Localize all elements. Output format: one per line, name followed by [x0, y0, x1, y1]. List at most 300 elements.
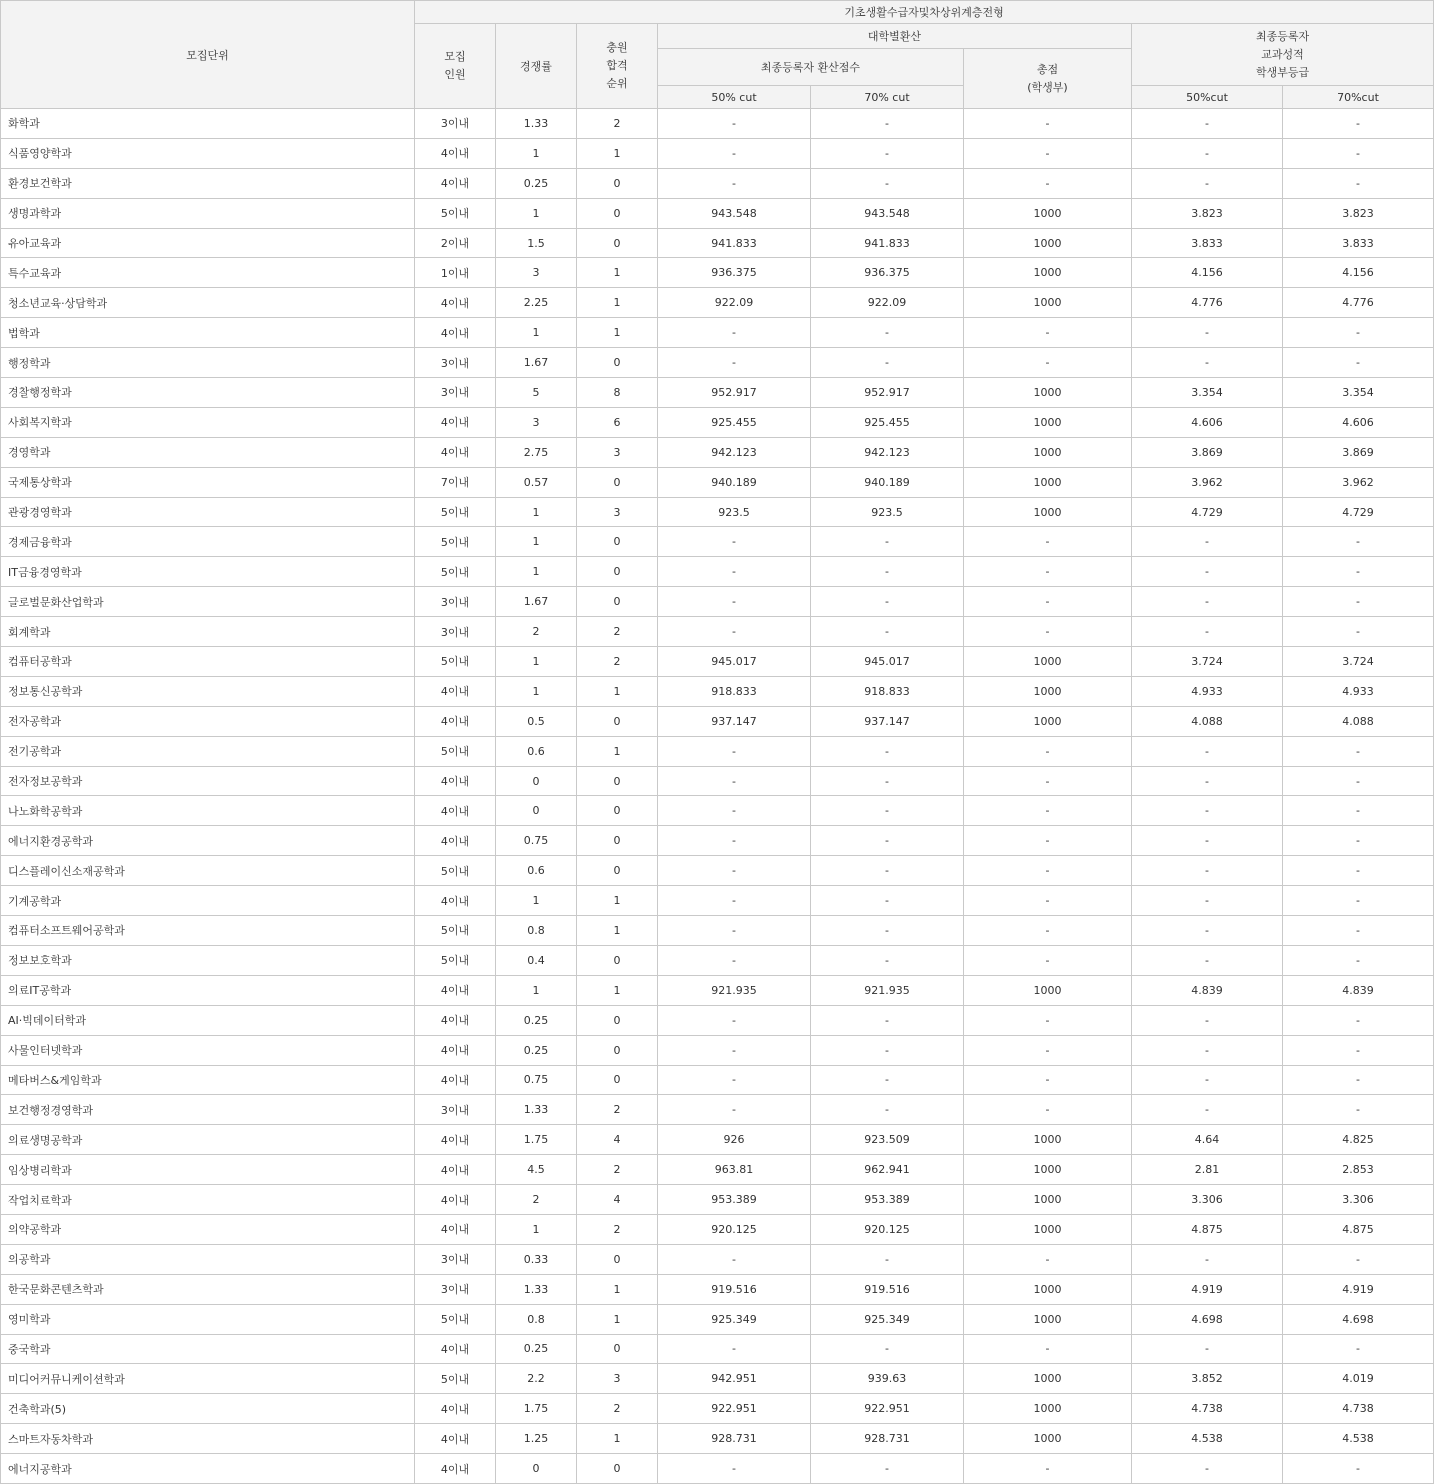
rate-cell: 2.2 — [496, 1364, 577, 1394]
score-70-cell: 919.516 — [811, 1274, 964, 1304]
total-cell: - — [964, 1244, 1132, 1274]
score-70-cell: - — [811, 557, 964, 587]
rate-cell: 1.25 — [496, 1424, 577, 1454]
score-50-cell: 925.455 — [658, 407, 811, 437]
grade-70-cell: 4.729 — [1283, 497, 1434, 527]
unit-cell: 글로벌문화산업학과 — [1, 587, 415, 617]
quota-cell: 3이내 — [415, 1095, 496, 1125]
rate-cell: 5 — [496, 378, 577, 408]
rank-cell: 0 — [577, 557, 658, 587]
rate-cell: 1.67 — [496, 348, 577, 378]
rank-cell: 3 — [577, 437, 658, 467]
grade-70-cell: - — [1283, 1095, 1434, 1125]
score-50-cell: 942.123 — [658, 437, 811, 467]
grade-50-cell: 4.875 — [1132, 1214, 1283, 1244]
rate-cell: 1 — [496, 886, 577, 916]
header-final-converted-score: 최종등록자 환산점수 — [658, 49, 964, 86]
grade-50-cell: - — [1132, 557, 1283, 587]
quota-cell: 4이내 — [415, 975, 496, 1005]
grade-70-cell: 3.724 — [1283, 647, 1434, 677]
unit-cell: 컴퓨터소프트웨어공학과 — [1, 916, 415, 946]
grade-50-cell: - — [1132, 617, 1283, 647]
rate-cell: 1.33 — [496, 109, 577, 139]
unit-cell: AI·빅데이터학과 — [1, 1005, 415, 1035]
table-row — [1, 617, 1434, 647]
grade-70-cell: - — [1283, 916, 1434, 946]
total-cell: 1000 — [964, 647, 1132, 677]
table-row — [1, 288, 1434, 318]
rate-cell: 3 — [496, 407, 577, 437]
score-70-cell: 923.5 — [811, 497, 964, 527]
score-50-cell: - — [658, 736, 811, 766]
grade-70-cell: 4.019 — [1283, 1364, 1434, 1394]
header-grade-70-cut: 70%cut — [1283, 86, 1434, 109]
table-row — [1, 676, 1434, 706]
grade-70-cell: 4.875 — [1283, 1214, 1434, 1244]
table-row — [1, 1334, 1434, 1364]
rate-cell: 2.25 — [496, 288, 577, 318]
unit-cell: 경영학과 — [1, 437, 415, 467]
score-70-cell: - — [811, 736, 964, 766]
quota-cell: 3이내 — [415, 1274, 496, 1304]
score-50-cell: 952.917 — [658, 378, 811, 408]
header-final-grade: 최종등록자 교과성적 학생부등급 — [1132, 24, 1434, 86]
unit-cell: 의료IT공학과 — [1, 975, 415, 1005]
rank-cell: 4 — [577, 1125, 658, 1155]
grade-50-cell: - — [1132, 796, 1283, 826]
total-cell: - — [964, 318, 1132, 348]
table-row — [1, 1065, 1434, 1095]
table-row — [1, 886, 1434, 916]
rank-cell: 0 — [577, 945, 658, 975]
rank-cell: 1 — [577, 975, 658, 1005]
grade-70-cell: 3.833 — [1283, 228, 1434, 258]
total-cell: - — [964, 348, 1132, 378]
grade-70-cell: 3.823 — [1283, 198, 1434, 228]
rank-cell: 1 — [577, 138, 658, 168]
grade-70-cell: - — [1283, 1035, 1434, 1065]
score-50-cell: - — [658, 587, 811, 617]
rank-cell: 0 — [577, 1035, 658, 1065]
score-50-cell: - — [658, 109, 811, 139]
rate-cell: 1 — [496, 138, 577, 168]
grade-50-cell: - — [1132, 109, 1283, 139]
header-grade-50-cut: 50%cut — [1132, 86, 1283, 109]
rate-cell: 1.33 — [496, 1095, 577, 1125]
total-cell: 1000 — [964, 407, 1132, 437]
unit-cell: 전자정보공학과 — [1, 766, 415, 796]
rank-cell: 0 — [577, 1005, 658, 1035]
score-50-cell: 943.548 — [658, 198, 811, 228]
score-70-cell: - — [811, 856, 964, 886]
total-cell: - — [964, 109, 1132, 139]
grade-70-cell: - — [1283, 1244, 1434, 1274]
rank-cell: 2 — [577, 617, 658, 647]
score-70-cell: 921.935 — [811, 975, 964, 1005]
quota-cell: 4이내 — [415, 1185, 496, 1215]
quota-cell: 4이내 — [415, 138, 496, 168]
grade-50-cell: - — [1132, 348, 1283, 378]
score-50-cell: - — [658, 796, 811, 826]
table-row — [1, 109, 1434, 139]
table-row — [1, 796, 1434, 826]
score-50-cell: 953.389 — [658, 1185, 811, 1215]
rank-cell: 0 — [577, 1334, 658, 1364]
score-70-cell: - — [811, 796, 964, 826]
score-70-cell: - — [811, 138, 964, 168]
score-50-cell: 936.375 — [658, 258, 811, 288]
score-70-cell: - — [811, 826, 964, 856]
rate-cell: 1.75 — [496, 1394, 577, 1424]
score-70-cell: - — [811, 1095, 964, 1125]
grade-50-cell: - — [1132, 1035, 1283, 1065]
unit-cell: 화학과 — [1, 109, 415, 139]
score-70-cell: - — [811, 1065, 964, 1095]
rank-cell: 1 — [577, 1274, 658, 1304]
unit-cell: 경찰행정학과 — [1, 378, 415, 408]
score-50-cell: - — [658, 916, 811, 946]
grade-70-cell: - — [1283, 826, 1434, 856]
grade-50-cell: 3.962 — [1132, 467, 1283, 497]
quota-cell: 4이내 — [415, 1424, 496, 1454]
score-50-cell: - — [658, 826, 811, 856]
rate-cell: 0.57 — [496, 467, 577, 497]
unit-cell: 유아교육과 — [1, 228, 415, 258]
rate-cell: 0.25 — [496, 1005, 577, 1035]
total-cell: - — [964, 1065, 1132, 1095]
rank-cell: 0 — [577, 467, 658, 497]
score-70-cell: - — [811, 1035, 964, 1065]
rate-cell: 0 — [496, 1454, 577, 1484]
rate-cell: 1 — [496, 647, 577, 677]
grade-70-cell: 4.088 — [1283, 706, 1434, 736]
grade-50-cell: - — [1132, 168, 1283, 198]
grade-50-cell: - — [1132, 856, 1283, 886]
total-cell: 1000 — [964, 1274, 1132, 1304]
unit-cell: IT금융경영학과 — [1, 557, 415, 587]
total-cell: 1000 — [964, 975, 1132, 1005]
unit-cell: 한국문화콘텐츠학과 — [1, 1274, 415, 1304]
table-row — [1, 587, 1434, 617]
quota-cell: 4이내 — [415, 1394, 496, 1424]
table-row — [1, 437, 1434, 467]
score-50-cell: 922.951 — [658, 1394, 811, 1424]
grade-70-cell: - — [1283, 856, 1434, 886]
table-row — [1, 916, 1434, 946]
grade-70-cell: 4.933 — [1283, 676, 1434, 706]
grade-70-cell: 4.776 — [1283, 288, 1434, 318]
score-50-cell: - — [658, 1065, 811, 1095]
rate-cell: 0 — [496, 766, 577, 796]
table-row — [1, 407, 1434, 437]
total-cell: - — [964, 138, 1132, 168]
quota-cell: 4이내 — [415, 288, 496, 318]
rate-cell: 1.33 — [496, 1274, 577, 1304]
score-50-cell: 942.951 — [658, 1364, 811, 1394]
rank-cell: 2 — [577, 1095, 658, 1125]
score-50-cell: 920.125 — [658, 1214, 811, 1244]
total-cell: 1000 — [964, 706, 1132, 736]
rank-cell: 1 — [577, 676, 658, 706]
total-cell: - — [964, 557, 1132, 587]
total-cell: 1000 — [964, 258, 1132, 288]
grade-50-cell: - — [1132, 886, 1283, 916]
grade-50-cell: 4.919 — [1132, 1274, 1283, 1304]
score-50-cell: 945.017 — [658, 647, 811, 677]
header-university-conversion: 대학별환산 — [658, 24, 1132, 49]
table-row — [1, 1304, 1434, 1334]
unit-cell: 전자공학과 — [1, 706, 415, 736]
rate-cell: 2 — [496, 1185, 577, 1215]
score-70-cell: - — [811, 318, 964, 348]
score-70-cell: - — [811, 168, 964, 198]
score-70-cell: 923.509 — [811, 1125, 964, 1155]
score-70-cell: - — [811, 587, 964, 617]
total-cell: 1000 — [964, 378, 1132, 408]
score-70-cell: - — [811, 617, 964, 647]
unit-cell: 스마트자동차학과 — [1, 1424, 415, 1454]
quota-cell: 4이내 — [415, 168, 496, 198]
unit-cell: 사물인터넷학과 — [1, 1035, 415, 1065]
table-row — [1, 975, 1434, 1005]
table-row — [1, 378, 1434, 408]
grade-70-cell: 3.962 — [1283, 467, 1434, 497]
quota-cell: 5이내 — [415, 916, 496, 946]
table-header — [1, 1, 1434, 109]
score-70-cell: 937.147 — [811, 706, 964, 736]
score-70-cell: 940.189 — [811, 467, 964, 497]
grade-50-cell: - — [1132, 1244, 1283, 1274]
total-cell: - — [964, 856, 1132, 886]
score-50-cell: - — [658, 856, 811, 886]
rank-cell: 0 — [577, 826, 658, 856]
table-row — [1, 527, 1434, 557]
total-cell: - — [964, 1005, 1132, 1035]
rate-cell: 0.25 — [496, 1334, 577, 1364]
grade-70-cell: - — [1283, 886, 1434, 916]
grade-70-cell: 4.738 — [1283, 1394, 1434, 1424]
table-row — [1, 497, 1434, 527]
score-70-cell: - — [811, 109, 964, 139]
score-50-cell: 963.81 — [658, 1155, 811, 1185]
total-cell: 1000 — [964, 1155, 1132, 1185]
rank-cell: 1 — [577, 258, 658, 288]
score-70-cell: - — [811, 916, 964, 946]
total-cell: - — [964, 945, 1132, 975]
table-row — [1, 766, 1434, 796]
unit-cell: 에너지환경공학과 — [1, 826, 415, 856]
total-cell: 1000 — [964, 288, 1132, 318]
grade-50-cell: 4.933 — [1132, 676, 1283, 706]
quota-cell: 3이내 — [415, 109, 496, 139]
grade-50-cell: - — [1132, 587, 1283, 617]
total-cell: 1000 — [964, 467, 1132, 497]
total-cell: - — [964, 617, 1132, 647]
rank-cell: 0 — [577, 1454, 658, 1484]
rank-cell: 1 — [577, 318, 658, 348]
rate-cell: 0.25 — [496, 1035, 577, 1065]
grade-50-cell: - — [1132, 1454, 1283, 1484]
quota-cell: 4이내 — [415, 1155, 496, 1185]
quota-cell: 3이내 — [415, 1244, 496, 1274]
rank-cell: 1 — [577, 1304, 658, 1334]
score-70-cell: - — [811, 1244, 964, 1274]
grade-50-cell: 4.64 — [1132, 1125, 1283, 1155]
score-70-cell: 941.833 — [811, 228, 964, 258]
grade-70-cell: - — [1283, 557, 1434, 587]
quota-cell: 4이내 — [415, 407, 496, 437]
rate-cell: 1 — [496, 1214, 577, 1244]
grade-50-cell: 4.606 — [1132, 407, 1283, 437]
rate-cell: 0.5 — [496, 706, 577, 736]
table-row — [1, 647, 1434, 677]
grade-50-cell: - — [1132, 736, 1283, 766]
grade-70-cell: 3.869 — [1283, 437, 1434, 467]
quota-cell: 4이내 — [415, 1125, 496, 1155]
score-50-cell: - — [658, 1005, 811, 1035]
grade-70-cell: - — [1283, 1005, 1434, 1035]
quota-cell: 5이내 — [415, 497, 496, 527]
table-row — [1, 826, 1434, 856]
grade-70-cell: 4.606 — [1283, 407, 1434, 437]
score-50-cell: - — [658, 1035, 811, 1065]
grade-70-cell: - — [1283, 318, 1434, 348]
grade-70-cell: 4.839 — [1283, 975, 1434, 1005]
grade-50-cell: - — [1132, 1095, 1283, 1125]
quota-cell: 4이내 — [415, 676, 496, 706]
quota-cell: 3이내 — [415, 348, 496, 378]
header-admission-type: 기초생활수급자및차상위계층전형 — [415, 1, 1434, 24]
total-cell: - — [964, 796, 1132, 826]
score-50-cell: 925.349 — [658, 1304, 811, 1334]
rate-cell: 0 — [496, 796, 577, 826]
quota-cell: 4이내 — [415, 1214, 496, 1244]
total-cell: - — [964, 587, 1132, 617]
grade-50-cell: - — [1132, 1334, 1283, 1364]
rank-cell: 2 — [577, 1394, 658, 1424]
total-cell: 1000 — [964, 198, 1132, 228]
unit-cell: 법학과 — [1, 318, 415, 348]
grade-70-cell: 4.538 — [1283, 1424, 1434, 1454]
grade-70-cell: - — [1283, 617, 1434, 647]
rate-cell: 1.67 — [496, 587, 577, 617]
score-50-cell: 941.833 — [658, 228, 811, 258]
total-cell: - — [964, 527, 1132, 557]
grade-50-cell: 4.776 — [1132, 288, 1283, 318]
rate-cell: 0.8 — [496, 916, 577, 946]
rate-cell: 1.75 — [496, 1125, 577, 1155]
total-cell: 1000 — [964, 1125, 1132, 1155]
score-50-cell: - — [658, 886, 811, 916]
score-70-cell: - — [811, 1334, 964, 1364]
table-row — [1, 856, 1434, 886]
grade-70-cell: - — [1283, 348, 1434, 378]
score-70-cell: - — [811, 886, 964, 916]
total-cell: 1000 — [964, 437, 1132, 467]
score-70-cell: 939.63 — [811, 1364, 964, 1394]
rank-cell: 0 — [577, 1065, 658, 1095]
total-cell: - — [964, 886, 1132, 916]
quota-cell: 4이내 — [415, 1065, 496, 1095]
grade-70-cell: - — [1283, 1065, 1434, 1095]
grade-70-cell: - — [1283, 766, 1434, 796]
unit-cell: 사회복지학과 — [1, 407, 415, 437]
score-70-cell: - — [811, 1005, 964, 1035]
score-50-cell: - — [658, 557, 811, 587]
rank-cell: 0 — [577, 168, 658, 198]
quota-cell: 4이내 — [415, 1005, 496, 1035]
score-50-cell: - — [658, 318, 811, 348]
rate-cell: 0.8 — [496, 1304, 577, 1334]
score-50-cell: 928.731 — [658, 1424, 811, 1454]
unit-cell: 건축학과(5) — [1, 1394, 415, 1424]
score-50-cell: - — [658, 1454, 811, 1484]
rate-cell: 1 — [496, 318, 577, 348]
table-row — [1, 138, 1434, 168]
unit-cell: 의약공학과 — [1, 1214, 415, 1244]
unit-cell: 정보통신공학과 — [1, 676, 415, 706]
grade-50-cell: - — [1132, 138, 1283, 168]
score-50-cell: - — [658, 1244, 811, 1274]
quota-cell: 1이내 — [415, 258, 496, 288]
grade-70-cell: - — [1283, 138, 1434, 168]
table-row — [1, 467, 1434, 497]
quota-cell: 5이내 — [415, 647, 496, 677]
score-50-cell: 940.189 — [658, 467, 811, 497]
table-row — [1, 1155, 1434, 1185]
grade-50-cell: - — [1132, 916, 1283, 946]
unit-cell: 나노화학공학과 — [1, 796, 415, 826]
rank-cell: 1 — [577, 288, 658, 318]
quota-cell: 4이내 — [415, 1454, 496, 1484]
rank-cell: 0 — [577, 228, 658, 258]
rank-cell: 1 — [577, 916, 658, 946]
table-row — [1, 168, 1434, 198]
grade-50-cell: 4.698 — [1132, 1304, 1283, 1334]
score-50-cell: 937.147 — [658, 706, 811, 736]
total-cell: - — [964, 168, 1132, 198]
unit-cell: 환경보건학과 — [1, 168, 415, 198]
grade-50-cell: 4.738 — [1132, 1394, 1283, 1424]
grade-50-cell: 4.538 — [1132, 1424, 1283, 1454]
grade-50-cell: 4.156 — [1132, 258, 1283, 288]
grade-70-cell: - — [1283, 587, 1434, 617]
score-50-cell: - — [658, 1095, 811, 1125]
table-row — [1, 1364, 1434, 1394]
score-70-cell: - — [811, 766, 964, 796]
grade-70-cell: - — [1283, 1334, 1434, 1364]
grade-70-cell: - — [1283, 736, 1434, 766]
score-50-cell: - — [658, 168, 811, 198]
rate-cell: 0.4 — [496, 945, 577, 975]
quota-cell: 4이내 — [415, 318, 496, 348]
unit-cell: 영미학과 — [1, 1304, 415, 1334]
score-70-cell: 942.123 — [811, 437, 964, 467]
grade-50-cell: - — [1132, 766, 1283, 796]
rank-cell: 2 — [577, 1155, 658, 1185]
table-row — [1, 1424, 1434, 1454]
score-70-cell: 920.125 — [811, 1214, 964, 1244]
rate-cell: 1.5 — [496, 228, 577, 258]
unit-cell: 디스플레이신소재공학과 — [1, 856, 415, 886]
grade-70-cell: 4.919 — [1283, 1274, 1434, 1304]
grade-50-cell: - — [1132, 318, 1283, 348]
table-row — [1, 736, 1434, 766]
grade-70-cell: 2.853 — [1283, 1155, 1434, 1185]
grade-50-cell: 3.724 — [1132, 647, 1283, 677]
quota-cell: 4이내 — [415, 796, 496, 826]
table-body — [1, 109, 1434, 1484]
